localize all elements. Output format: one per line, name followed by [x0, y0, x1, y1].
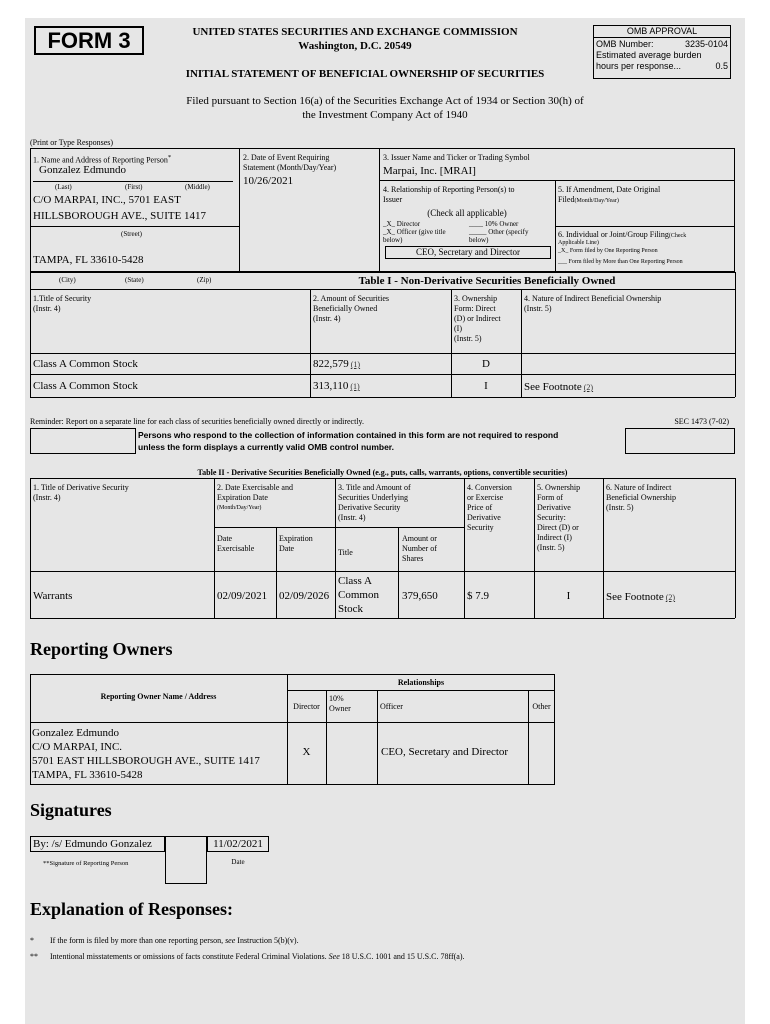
footnote-link[interactable]: (1) — [350, 382, 360, 391]
address-line1: C/O MARPAI, INC., 5701 EAST — [33, 194, 181, 206]
t2-row-exercisable: 02/09/2021 — [217, 590, 268, 602]
t2-row-nature: See Footnote $^{(2)}$ — [606, 591, 676, 603]
agency-location: Washington, D.C. 20549 — [298, 40, 412, 52]
t2-col1-header: 1. Title of Derivative Security (Instr. 4) — [33, 483, 129, 502]
hours-label: hours per response... — [596, 61, 682, 71]
box5-label2: Filed(Month/Day/Year) — [558, 195, 619, 204]
officer-title: CEO, Secretary and Director — [385, 246, 551, 259]
signature-date: 11/02/2021 — [207, 836, 269, 852]
check-all-applicable: (Check all applicable) — [427, 208, 507, 218]
label-first: (First) — [125, 183, 143, 191]
box5-label1: 5. If Amendment, Date Original — [558, 185, 661, 194]
t1-col4-header: 4. Nature of Indirect Beneficial Ownership (Instr. 5) — [524, 294, 662, 313]
t1-col1-header: 1.Title of Security (Instr. 4) — [33, 294, 92, 313]
relationship-ten-pct: ____ 10% Owner — [469, 220, 519, 228]
t2-col3b-header: Amount or Number of Shares — [402, 534, 437, 563]
t2-col6-header: 6. Nature of Indirect Beneficial Ownership (Instr. 5) — [606, 483, 676, 512]
issuer-name: Marpai, Inc. [MRAI] — [383, 165, 476, 177]
owner-name-address: Gonzalez Edmundo C/O MARPAI, INC. 5701 EAST HILLSBOROUGH AVE., SUITE 1417 TAMPA, FL 33610-5428 — [32, 727, 260, 781]
signature-spacer-box — [165, 836, 207, 884]
print-note: (Print or Type Responses) — [30, 138, 114, 147]
t2-col2b-header: Expiration Date — [279, 534, 313, 553]
box2-label1: 2. Date of Event Requiring — [243, 153, 330, 162]
persons-notice-line2: unless the form displays a currently valid OMB control number. — [138, 442, 395, 452]
agency-name: UNITED STATES SECURITIES AND EXCHANGE COMMISSION — [192, 26, 518, 38]
relationships-header: Relationships — [397, 678, 445, 687]
reporting-person-name: Gonzalez Edmundo — [39, 164, 127, 176]
label-city: (City) — [59, 276, 76, 284]
omb-number-label: OMB Number: — [596, 39, 654, 49]
box6-option2: ___ Form filed by More than One Reporting Person — [558, 259, 683, 265]
owners-ten-pct-header: 10% Owner — [329, 694, 351, 713]
relationship-officer-below: below) — [383, 236, 403, 244]
relationship-other: _____ Other (specify — [469, 228, 529, 236]
t1-row2-form: I — [484, 380, 488, 392]
box2-label2: Statement (Month/Day/Year) — [243, 163, 337, 172]
footnote-link[interactable]: (1) — [350, 360, 361, 369]
box4-label2: Issuer — [383, 195, 403, 204]
t1-row1-form: D — [482, 358, 490, 370]
relationship-director: _X_ Director — [383, 220, 421, 228]
label-middle: (Middle) — [185, 183, 210, 191]
t2-col4-header: 4. Conversion or Exercise Price of Derivative Security — [467, 483, 512, 532]
form-label: FORM 3 — [34, 26, 144, 55]
owner-director: X — [302, 746, 311, 758]
burden-label: Estimated average burden — [596, 50, 702, 60]
statement-title: INITIAL STATEMENT OF BENEFICIAL OWNERSHIP OF SECURITIES — [185, 68, 545, 80]
footnote-link[interactable]: (2) — [583, 383, 594, 392]
t2-row-price: $ 7.9 — [467, 590, 489, 602]
address-line2: HILLSBOROUGH AVE., SUITE 1417 — [33, 210, 207, 222]
t1-col3-header: 3. Ownership Form: Direct (D) or Indirect (I) (Instr. 5) — [454, 294, 501, 343]
t1-row2-title: Class A Common Stock — [33, 380, 138, 392]
t2-row-underlying-title: Class A Common Stock — [338, 575, 379, 615]
form-page — [25, 18, 745, 1024]
t1-row2-amount: 313,110 $^{(1)}$ — [313, 380, 360, 392]
footnote-link[interactable]: (2) — [665, 593, 676, 602]
filed-pursuant-line2: the Investment Company Act of 1940 — [302, 109, 468, 121]
omb-title: OMB APPROVAL — [594, 26, 730, 38]
note-star: * If the form is filed by more than one reporting person, see Instruction 5(b)(v). — [30, 936, 299, 945]
sec-number: SEC 1473 (7-02) — [674, 417, 729, 426]
owners-director-header: Director — [293, 702, 320, 711]
t1-row1-amount: 822,579 $^{(1)}$ — [313, 358, 361, 370]
table1-title: Table I - Non-Derivative Securities Beneficially Owned — [358, 275, 616, 287]
relationship-other-below: below) — [469, 236, 489, 244]
t2-col3-header: 3. Title and Amount of Securities Underlying Derivative Security (Instr. 4) — [338, 483, 411, 522]
reporting-owners-heading: Reporting Owners — [30, 639, 173, 659]
t2-col5-header: 5. Ownership Form of Derivative Security: Direct (D) or Indirect (I) (Instr. 5) — [537, 483, 581, 552]
label-state: (State) — [125, 276, 144, 284]
hours-value: 0.5 — [715, 61, 728, 71]
event-date: 10/26/2021 — [243, 175, 294, 187]
t2-col2a-header: Date Exercisable — [217, 534, 255, 553]
owners-officer-header: Officer — [380, 702, 403, 711]
t2-row-expiration: 02/09/2026 — [279, 590, 330, 602]
explanation-heading: Explanation of Responses: — [30, 899, 234, 919]
signature-label: **Signature of Reporting Person — [43, 860, 129, 867]
box1-label: 1. Name and Address of Reporting Person* — [33, 154, 172, 165]
owners-name-header: Reporting Owner Name / Address — [100, 692, 217, 701]
table2-title: Table II - Derivative Securities Beneficially Owned (e.g., puts, calls, warrants, options, convertible securities) — [197, 468, 568, 477]
owners-other-header: Other — [532, 702, 551, 711]
omb-approval-box — [593, 25, 731, 79]
t1-row2-nature: See Footnote $^{(2)}$ — [524, 381, 594, 393]
reminder-text: Reminder: Report on a separate line for each class of securities beneficially owned directly or indirectly. — [30, 417, 365, 426]
label-street: (Street) — [121, 230, 142, 238]
owner-officer: CEO, Secretary and Director — [381, 746, 509, 758]
persons-notice-line1: Persons who respond to the collection of information contained in this form are not required to respond — [138, 430, 559, 440]
t1-col2-header: 2. Amount of Securities Beneficially Owned (Instr. 4) — [313, 294, 389, 323]
box3-label: 3. Issuer Name and Ticker or Trading Symbol — [383, 153, 530, 162]
persons-box-left — [30, 428, 136, 454]
signatures-heading: Signatures — [30, 800, 112, 820]
box6-label2: Applicable Line) — [558, 240, 599, 246]
t2-row-form: I — [566, 590, 571, 602]
persons-box-right — [625, 428, 735, 454]
box6-option1: _X_ Form filed by One Reporting Person — [558, 248, 658, 254]
t2-row-title: Warrants — [33, 590, 73, 602]
box4-label1: 4. Relationship of Reporting Person(s) to — [383, 185, 515, 194]
signature-value: By: /s/ Edmundo Gonzalez — [30, 836, 165, 852]
date-label: Date — [231, 858, 245, 866]
note-double-star: ** Intentional misstatements or omissions of facts constitute Federal Criminal Violations. See 18 U.S.C. 1001 and 15 U.S.C. 78ff(a). — [30, 952, 465, 961]
t2-row-shares: 379,650 — [402, 590, 438, 602]
label-last: (Last) — [55, 183, 72, 191]
filed-pursuant-line1: Filed pursuant to Section 16(a) of the Securities Exchange Act of 1934 or Section 30(h) of — [186, 95, 584, 107]
city-state-zip: TAMPA, FL 33610-5428 — [33, 254, 144, 266]
t2-col2-header: 2. Date Exercisable and Expiration Date (Month/Day/Year) — [217, 483, 293, 511]
relationship-officer: _X_ Officer (give title — [383, 228, 446, 236]
t1-row1-title: Class A Common Stock — [33, 358, 138, 370]
omb-number: 3235-0104 — [684, 39, 728, 49]
label-zip: (Zip) — [197, 276, 212, 284]
box6-label: 6. Individual or Joint/Group Filing(Check — [558, 230, 687, 239]
t2-col3a-header: Title — [338, 548, 353, 557]
